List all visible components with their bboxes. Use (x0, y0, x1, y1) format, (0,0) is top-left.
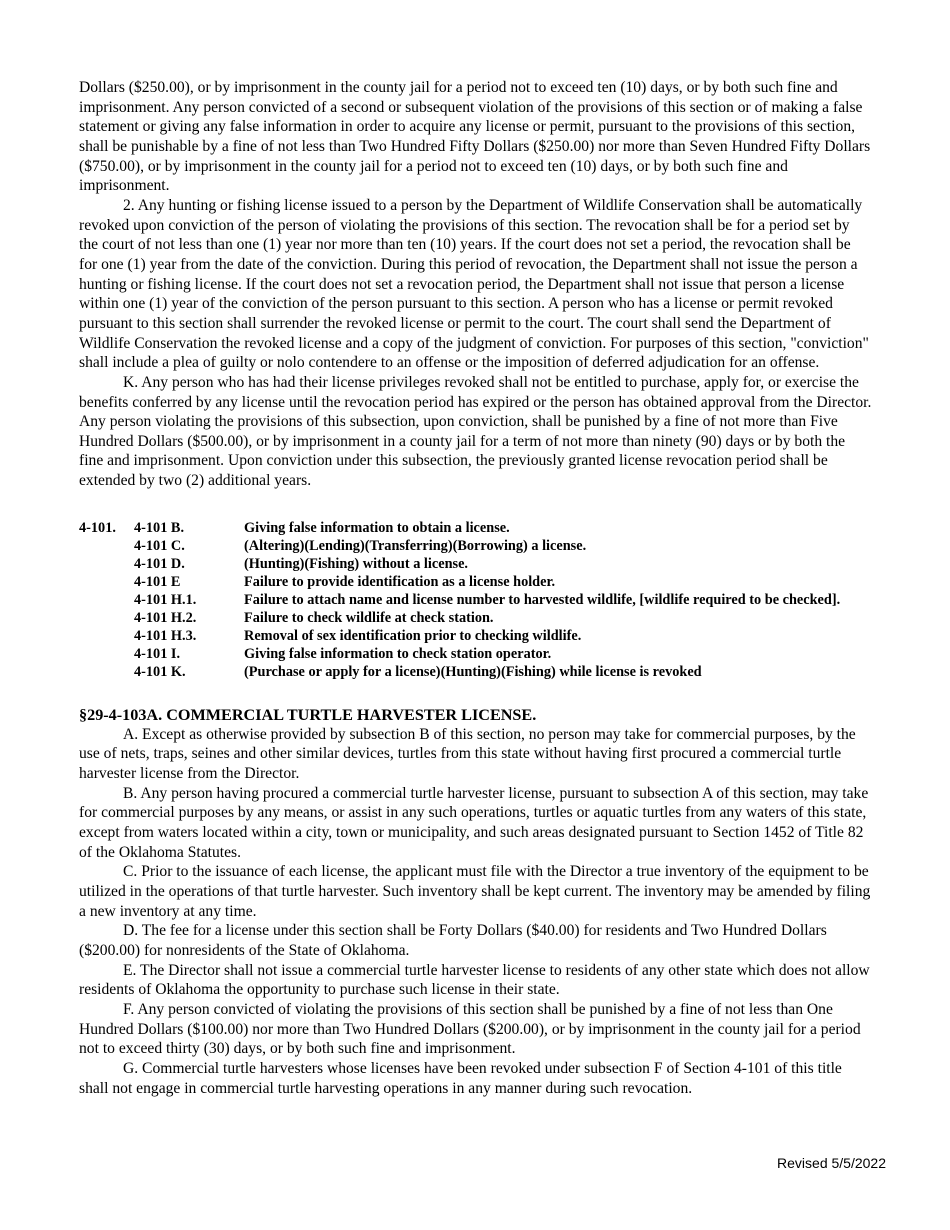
violation-code: 4-101 I. (134, 645, 181, 662)
violation-code: 4-101 D. (134, 555, 185, 572)
violation-description: Giving false information to obtain a license. (244, 519, 510, 536)
violations-row (79, 591, 844, 609)
violation-code: 4-101 C. (134, 537, 185, 554)
violation-code: 4-101 E (134, 573, 181, 590)
violations-row (79, 537, 844, 555)
section-paragraph-f: F. Any person convicted of violating the provisions of this section shall be punished by a fine of not less than One Hundred Dollars ($100.00) nor more than Two Hundred Dollars ($200.00), or by imprisonment in the county jail for a period not to exceed thirty (30) days, or by both such fine and imprisonment. (79, 1000, 861, 1058)
revised-date: Revised 5/5/2022 (777, 1155, 886, 1171)
violation-description: (Purchase or apply for a license)(Hunting)(Fishing) while license is revoked (244, 663, 702, 680)
violations-row (79, 663, 844, 681)
violation-description: Failure to attach name and license number to harvested wildlife, [wildlife required to be checked]. (244, 591, 841, 608)
document-page (79, 78, 872, 1098)
violations-row (79, 555, 844, 573)
violation-code: 4-101 H.1. (134, 591, 197, 608)
violation-description: (Altering)(Lending)(Transferring)(Borrowing) a license. (244, 537, 587, 554)
violation-description: Giving false information to check station operator. (244, 645, 552, 662)
section-paragraph-g: G. Commercial turtle harvesters whose licenses have been revoked under subsection F of Section 4-101 of this title shall not engage in commercial turtle harvesting operations in any manner during such revocation. (79, 1059, 842, 1097)
section-heading: §29-4-103A. COMMERCIAL TURTLE HARVESTER LICENSE. (79, 705, 537, 724)
section-paragraph-b: B. Any person having procured a commercial turtle harvester license, pursuant to subsection A of this section, may take for commercial purposes by any means, or assist in any such operations, turtles or aquatic turtles from any waters of this state, except from waters located within a city, town or municipality, and such areas designated pursuant to Section 1452 of Title 82 of the Oklahoma Statutes. (79, 784, 869, 861)
section-paragraph-a: A. Except as otherwise provided by subsection B of this section, no person may take for commercial purposes, by the use of nets, traps, seines and other similar devices, turtles from this state without having first procured a commercial turtle harvester license from the Director. (79, 725, 856, 783)
violations-row (79, 519, 844, 537)
violation-code: 4-101 H.2. (134, 609, 197, 626)
section-paragraph-c: C. Prior to the issuance of each license, the applicant must file with the Director a true inventory of the equipment to be utilized in the operations of that turtle harvester. Such inventory shall be kept current. The inventory may be amended by filing a new inventory at any time. (79, 863, 871, 920)
section-paragraph-d: D. The fee for a license under this section shall be Forty Dollars ($40.00) for residents and Two Hundred Dollars ($200.00) for nonresidents of the State of Oklahoma. (79, 922, 827, 959)
violation-code: 4-101 K. (134, 663, 186, 680)
intro-paragraph-continuation: Dollars ($250.00), or by imprisonment in the county jail for a period not to exceed ten (10) days, or by both such fine and imprisonment. Any person convicted of a second or subsequent violation of the provisions of this section or of making a false statement or giving any false information in order to acquire any license or permit, pursuant to the provisions of this section, shall be punishable by a fine of not less than Two Hundred Fifty Dollars ($250.00) nor more than Seven Hundred Fifty Dollars ($750.00), or by imprisonment in the county jail for a period not to exceed ten (10) days, or by both such fine and imprisonment. (79, 79, 871, 195)
section-paragraph-e: E. The Director shall not issue a commercial turtle harvester license to residents of any other state which does not allow residents of Oklahoma the opportunity to purchase such license in their state. (79, 961, 870, 999)
intro-paragraph-k: K. Any person who has had their license privileges revoked shall not be entitled to purchase, apply for, or exercise the benefits conferred by any license until the revocation period has expired or the person has obtained approval from the Director. Any person violating the provisions of this subsection, upon conviction, shall be punished by a fine of not more than Five Hundred Dollars ($500.00), or by imprisonment in a county jail for a term of not more than ninety (90) days or by both the fine and imprisonment. Upon conviction under this subsection, the previously granted license revocation period shall be extended by two (2) additional years. (79, 373, 872, 490)
violations-table (79, 519, 844, 681)
violation-code: 4-101 H.3. (134, 627, 197, 644)
violations-row (79, 645, 844, 663)
violation-description: Failure to provide identification as a license holder. (244, 573, 556, 590)
violations-row (79, 573, 844, 591)
violations-row (79, 609, 844, 627)
violations-section-label: 4-101. (79, 519, 116, 536)
violation-code: 4-101 B. (134, 519, 185, 536)
violation-description: Removal of sex identification prior to checking wildlife. (244, 627, 582, 644)
violation-description: (Hunting)(Fishing) without a license. (244, 555, 469, 572)
violation-description: Failure to check wildlife at check station. (244, 609, 494, 626)
intro-paragraph-2: 2. Any hunting or fishing license issued to a person by the Department of Wildlife Conservation shall be automatically revoked upon conviction of the person of violating the provisions of this section. The revocation shall be for a period set by the court of not less than one (1) year nor more than ten (10) years. If the court does not set a period, the revocation shall be for one (1) year from the date of the conviction. During this period of revocation, the Department shall not issue the person a hunting or fishing license. If the court does not set a revocation period, the Department shall not issue that person a license within one (1) year of the conviction of the person pursuant to this section. A person who has a license or permit revoked pursuant to this section shall surrender the revoked license or permit to the court. The court shall send the Department of Wildlife Conservation the revoked license and a copy of the judgment of conviction. For purposes of this section, "conviction" shall include a plea of guilty or nolo contendere to an offense or the imposition of deferred adjudication for an offense. (79, 196, 869, 372)
violations-row (79, 627, 844, 645)
